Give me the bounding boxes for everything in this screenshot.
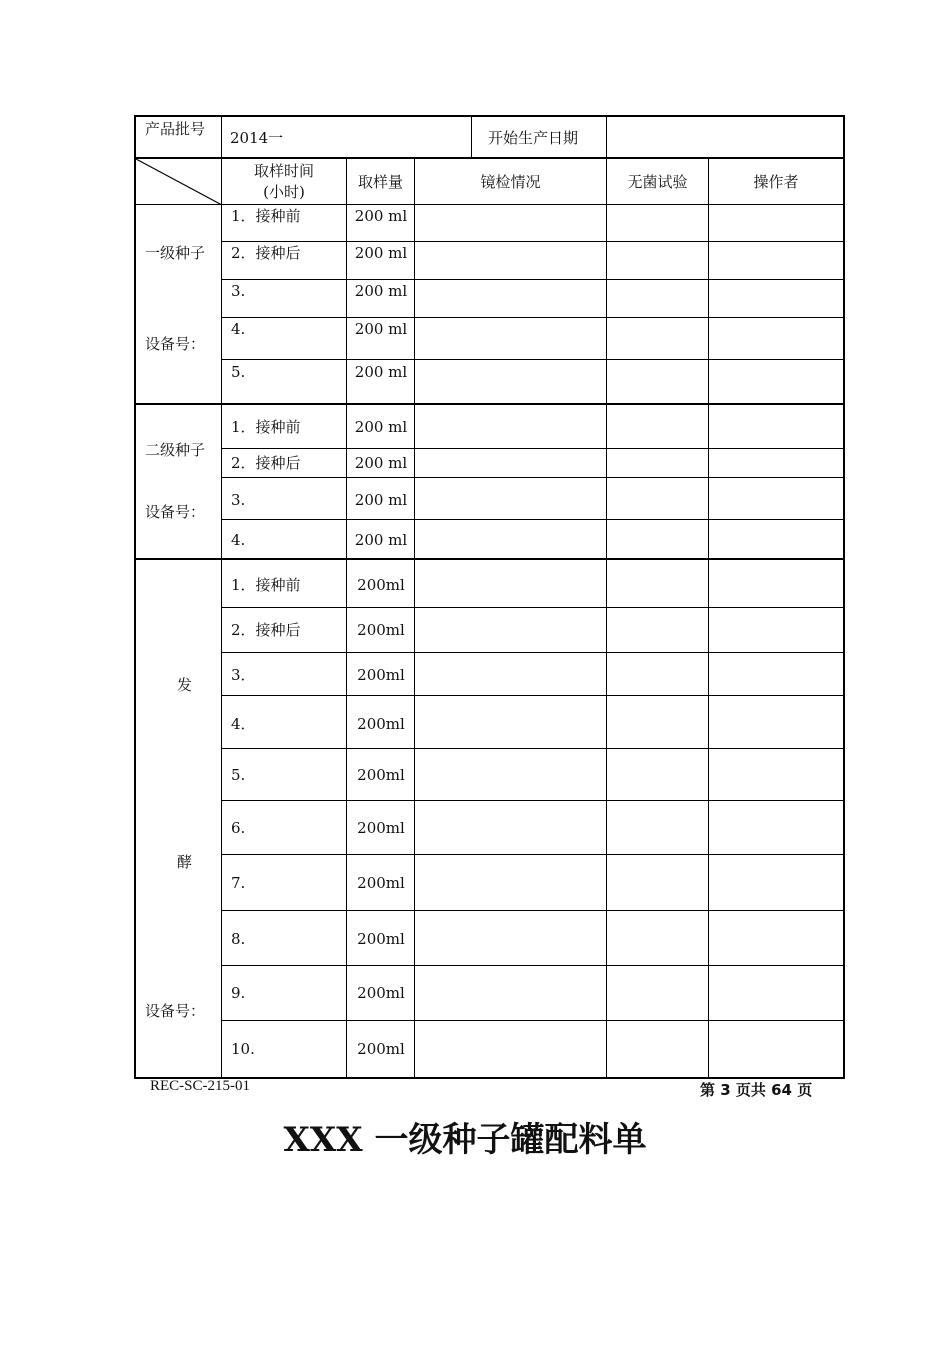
col-header-microscope: 镜检情况	[480, 173, 541, 191]
fermentation-row-time: 6.	[231, 819, 246, 837]
fermentation-row-time: 3．	[231, 666, 256, 684]
col-line-qty	[346, 159, 347, 1079]
primary-row-time: 1．接种前	[231, 207, 301, 225]
primary-seed-label: 一级种子	[145, 244, 206, 262]
row-line	[221, 1020, 845, 1021]
row-line	[221, 279, 845, 280]
colheader-divider	[134, 204, 845, 205]
header-divider	[134, 157, 845, 159]
fermentation-row-time: 5.	[231, 766, 246, 784]
col-line-operator	[708, 159, 709, 1079]
row-line	[221, 800, 845, 801]
row-line	[221, 854, 845, 855]
primary-row-qty: 200 ml	[354, 244, 408, 262]
row-line	[221, 359, 845, 360]
secondary-seed-label: 二级种子	[145, 441, 206, 459]
header-v3	[606, 115, 607, 159]
col-line-microscope	[414, 159, 415, 1079]
fermentation-row-time: 2．接种后	[231, 621, 301, 639]
primary-row-qty: 200 ml	[354, 363, 408, 381]
col-line-time	[221, 159, 222, 1079]
table-border-top	[134, 115, 845, 117]
row-line	[221, 448, 845, 449]
secondary-device-label: 设备号：	[145, 503, 206, 521]
fermentation-row-qty: 200ml	[357, 984, 405, 1002]
fermentation-row-qty: 200ml	[357, 819, 405, 837]
section-divider-2	[134, 558, 845, 560]
page-info: 第 3 页共 64 页	[700, 1081, 813, 1099]
row-line	[221, 748, 845, 749]
col-header-sterility: 无菌试验	[627, 173, 688, 191]
next-form-title: XXX 一级种子罐配料单	[283, 1120, 647, 1160]
row-line	[221, 652, 845, 653]
primary-device-label: 设备号：	[145, 335, 206, 353]
fermentation-row-qty: 200ml	[357, 576, 405, 594]
secondary-row-time: 4.	[231, 531, 246, 549]
batch-value[interactable]: 2014一	[230, 129, 284, 147]
fermentation-row-time: 1．接种前	[231, 576, 301, 594]
fermentation-row-qty: 200ml	[357, 930, 405, 948]
fermentation-label-char2: 酵	[177, 853, 193, 871]
secondary-row-qty: 200 ml	[354, 491, 408, 509]
row-line	[221, 477, 845, 478]
header-v2	[471, 115, 472, 159]
secondary-row-time: 1．接种前	[231, 418, 301, 436]
fermentation-label-char1: 发	[177, 676, 193, 694]
secondary-row-qty: 200 ml	[354, 454, 408, 472]
primary-row-qty: 200 ml	[354, 282, 408, 300]
col-header-time-line1: 取样时间	[253, 162, 314, 180]
fermentation-row-qty: 200ml	[357, 874, 405, 892]
table-border-right	[843, 115, 845, 1079]
fermentation-row-qty: 200ml	[357, 715, 405, 733]
fermentation-row-qty: 200ml	[357, 666, 405, 684]
fermentation-row-time: 9.	[231, 984, 246, 1002]
col-line-sterility	[606, 159, 607, 1079]
secondary-row-qty: 200 ml	[354, 531, 408, 549]
start-date-label: 开始生产日期	[488, 129, 579, 147]
col-header-qty: 取样量	[357, 173, 403, 191]
secondary-row-qty: 200 ml	[354, 418, 408, 436]
primary-row-qty: 200 ml	[354, 207, 408, 225]
document-code: REC-SC-215-01	[150, 1078, 251, 1094]
row-line	[221, 910, 845, 911]
row-line	[221, 695, 845, 696]
fermentation-row-time: 7.	[231, 874, 246, 892]
primary-row-time: 4.	[231, 320, 246, 338]
fermentation-row-time: 10.	[231, 1040, 255, 1058]
row-line	[221, 241, 845, 242]
fermentation-row-qty: 200ml	[357, 1040, 405, 1058]
fermentation-row-qty: 200ml	[357, 621, 405, 639]
fermentation-row-time: 4．	[231, 715, 256, 733]
fermentation-device-label: 设备号：	[145, 1002, 206, 1020]
primary-row-time: 2．接种后	[231, 244, 301, 262]
primary-row-qty: 200 ml	[354, 320, 408, 338]
fermentation-row-qty: 200ml	[357, 766, 405, 784]
row-line	[221, 317, 845, 318]
section-divider-1	[134, 403, 845, 405]
col-header-operator: 操作者	[753, 173, 799, 191]
header-v1	[221, 115, 222, 159]
fermentation-row-time: 8.	[231, 930, 246, 948]
table-border-left	[134, 115, 136, 1079]
col-header-time-line2: (小时)	[263, 183, 305, 201]
primary-row-time: 5.	[231, 363, 246, 381]
batch-label: 产品批号	[145, 120, 206, 138]
secondary-row-time: 2．接种后	[231, 454, 301, 472]
corner-diagonal	[136, 159, 222, 205]
primary-row-time: 3.	[231, 282, 246, 300]
row-line	[221, 519, 845, 520]
row-line	[221, 965, 845, 966]
secondary-row-time: 3.	[231, 491, 246, 509]
row-line	[221, 607, 845, 608]
